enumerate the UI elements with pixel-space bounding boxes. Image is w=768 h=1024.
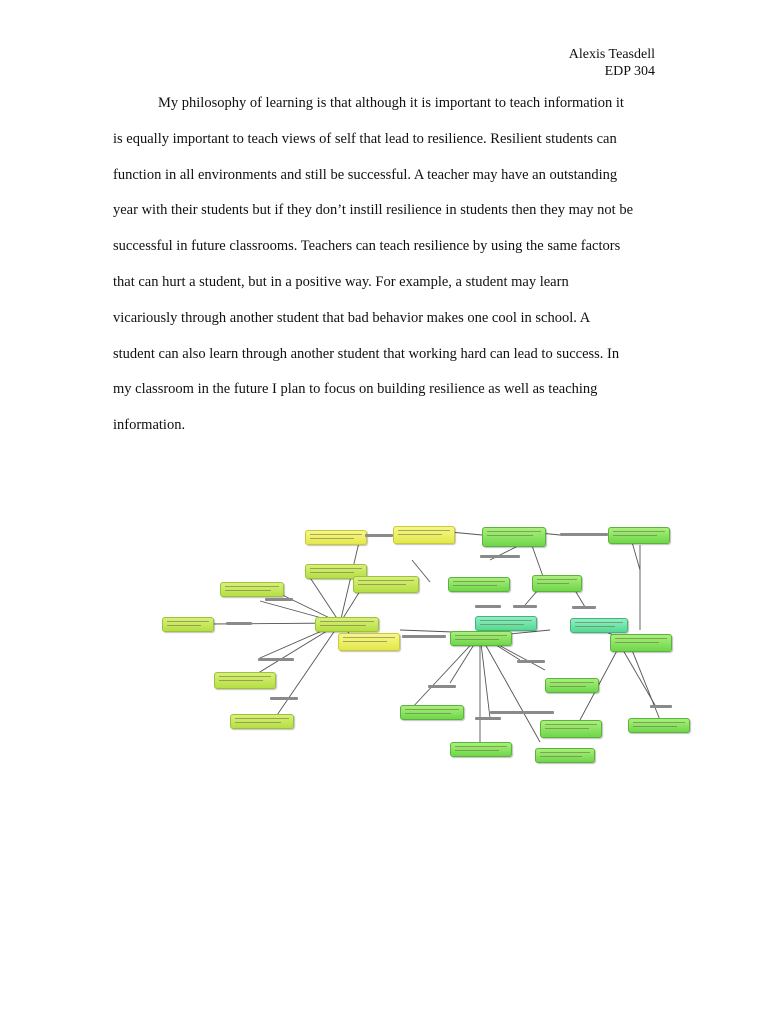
concept-node bbox=[400, 705, 464, 720]
concept-node bbox=[162, 617, 214, 632]
concept-map-image bbox=[150, 500, 695, 770]
paragraph-line: successful in future classrooms. Teachers can teach resilience by using the same factors bbox=[113, 238, 621, 255]
concept-node bbox=[450, 742, 512, 757]
paragraph-line: that can hurt a student, but in a positive way. For example, a student may learn bbox=[113, 273, 569, 290]
link-label bbox=[650, 705, 672, 708]
paragraph-line: function in all environments and still be successful. A teacher may have an outstanding bbox=[113, 166, 618, 183]
link-label bbox=[560, 533, 608, 536]
concept-node bbox=[220, 582, 284, 597]
concept-node bbox=[214, 672, 276, 689]
concept-node bbox=[610, 634, 672, 652]
link-label bbox=[270, 697, 298, 700]
link-label bbox=[572, 606, 596, 609]
paragraph-line: student can also learn through another student that working hard can lead to success. In bbox=[113, 345, 620, 362]
link-label bbox=[365, 534, 393, 537]
paragraph-line: is equally important to teach views of self that lead to resilience. Resilient students can bbox=[113, 130, 617, 147]
concept-node bbox=[540, 720, 602, 738]
link-label bbox=[480, 555, 520, 558]
concept-node bbox=[315, 617, 379, 632]
concept-node bbox=[482, 527, 546, 547]
link-label bbox=[402, 635, 446, 638]
paragraph-line: my classroom in the future I plan to focus on building resilience as well as teaching bbox=[113, 381, 598, 398]
author-name: Alexis Teasdell bbox=[568, 47, 655, 62]
paragraph-line: vicariously through another student that bad behavior makes one cool in school. A bbox=[113, 309, 591, 326]
link-label bbox=[428, 685, 456, 688]
philosophy-paragraph bbox=[113, 86, 658, 444]
concept-node bbox=[570, 618, 628, 633]
concept-node bbox=[475, 616, 537, 631]
link-label bbox=[517, 660, 545, 663]
concept-node bbox=[353, 576, 419, 593]
concept-node bbox=[608, 527, 670, 544]
concept-node bbox=[305, 530, 367, 545]
link-label bbox=[475, 717, 501, 720]
link-label bbox=[475, 605, 501, 608]
link-label bbox=[258, 658, 294, 661]
concept-node bbox=[338, 633, 400, 651]
paragraph-line: year with their students but if they don’t instill resilience in students then they may not be bbox=[113, 202, 634, 219]
link-label bbox=[265, 598, 293, 601]
concept-node bbox=[448, 577, 510, 592]
concept-node bbox=[628, 718, 690, 733]
concept-node bbox=[230, 714, 294, 729]
concept-node bbox=[535, 748, 595, 763]
link-label bbox=[226, 622, 252, 625]
paragraph-line: My philosophy of learning is that although it is important to teach information it bbox=[158, 95, 624, 111]
concept-node bbox=[545, 678, 599, 693]
link-label bbox=[490, 711, 554, 714]
concept-node bbox=[450, 631, 512, 646]
link-label bbox=[513, 605, 537, 608]
paragraph-line: information. bbox=[113, 417, 186, 434]
concept-node bbox=[532, 575, 582, 592]
page-header bbox=[569, 46, 655, 80]
course-code: EDP 304 bbox=[604, 64, 655, 79]
concept-node bbox=[393, 526, 455, 544]
